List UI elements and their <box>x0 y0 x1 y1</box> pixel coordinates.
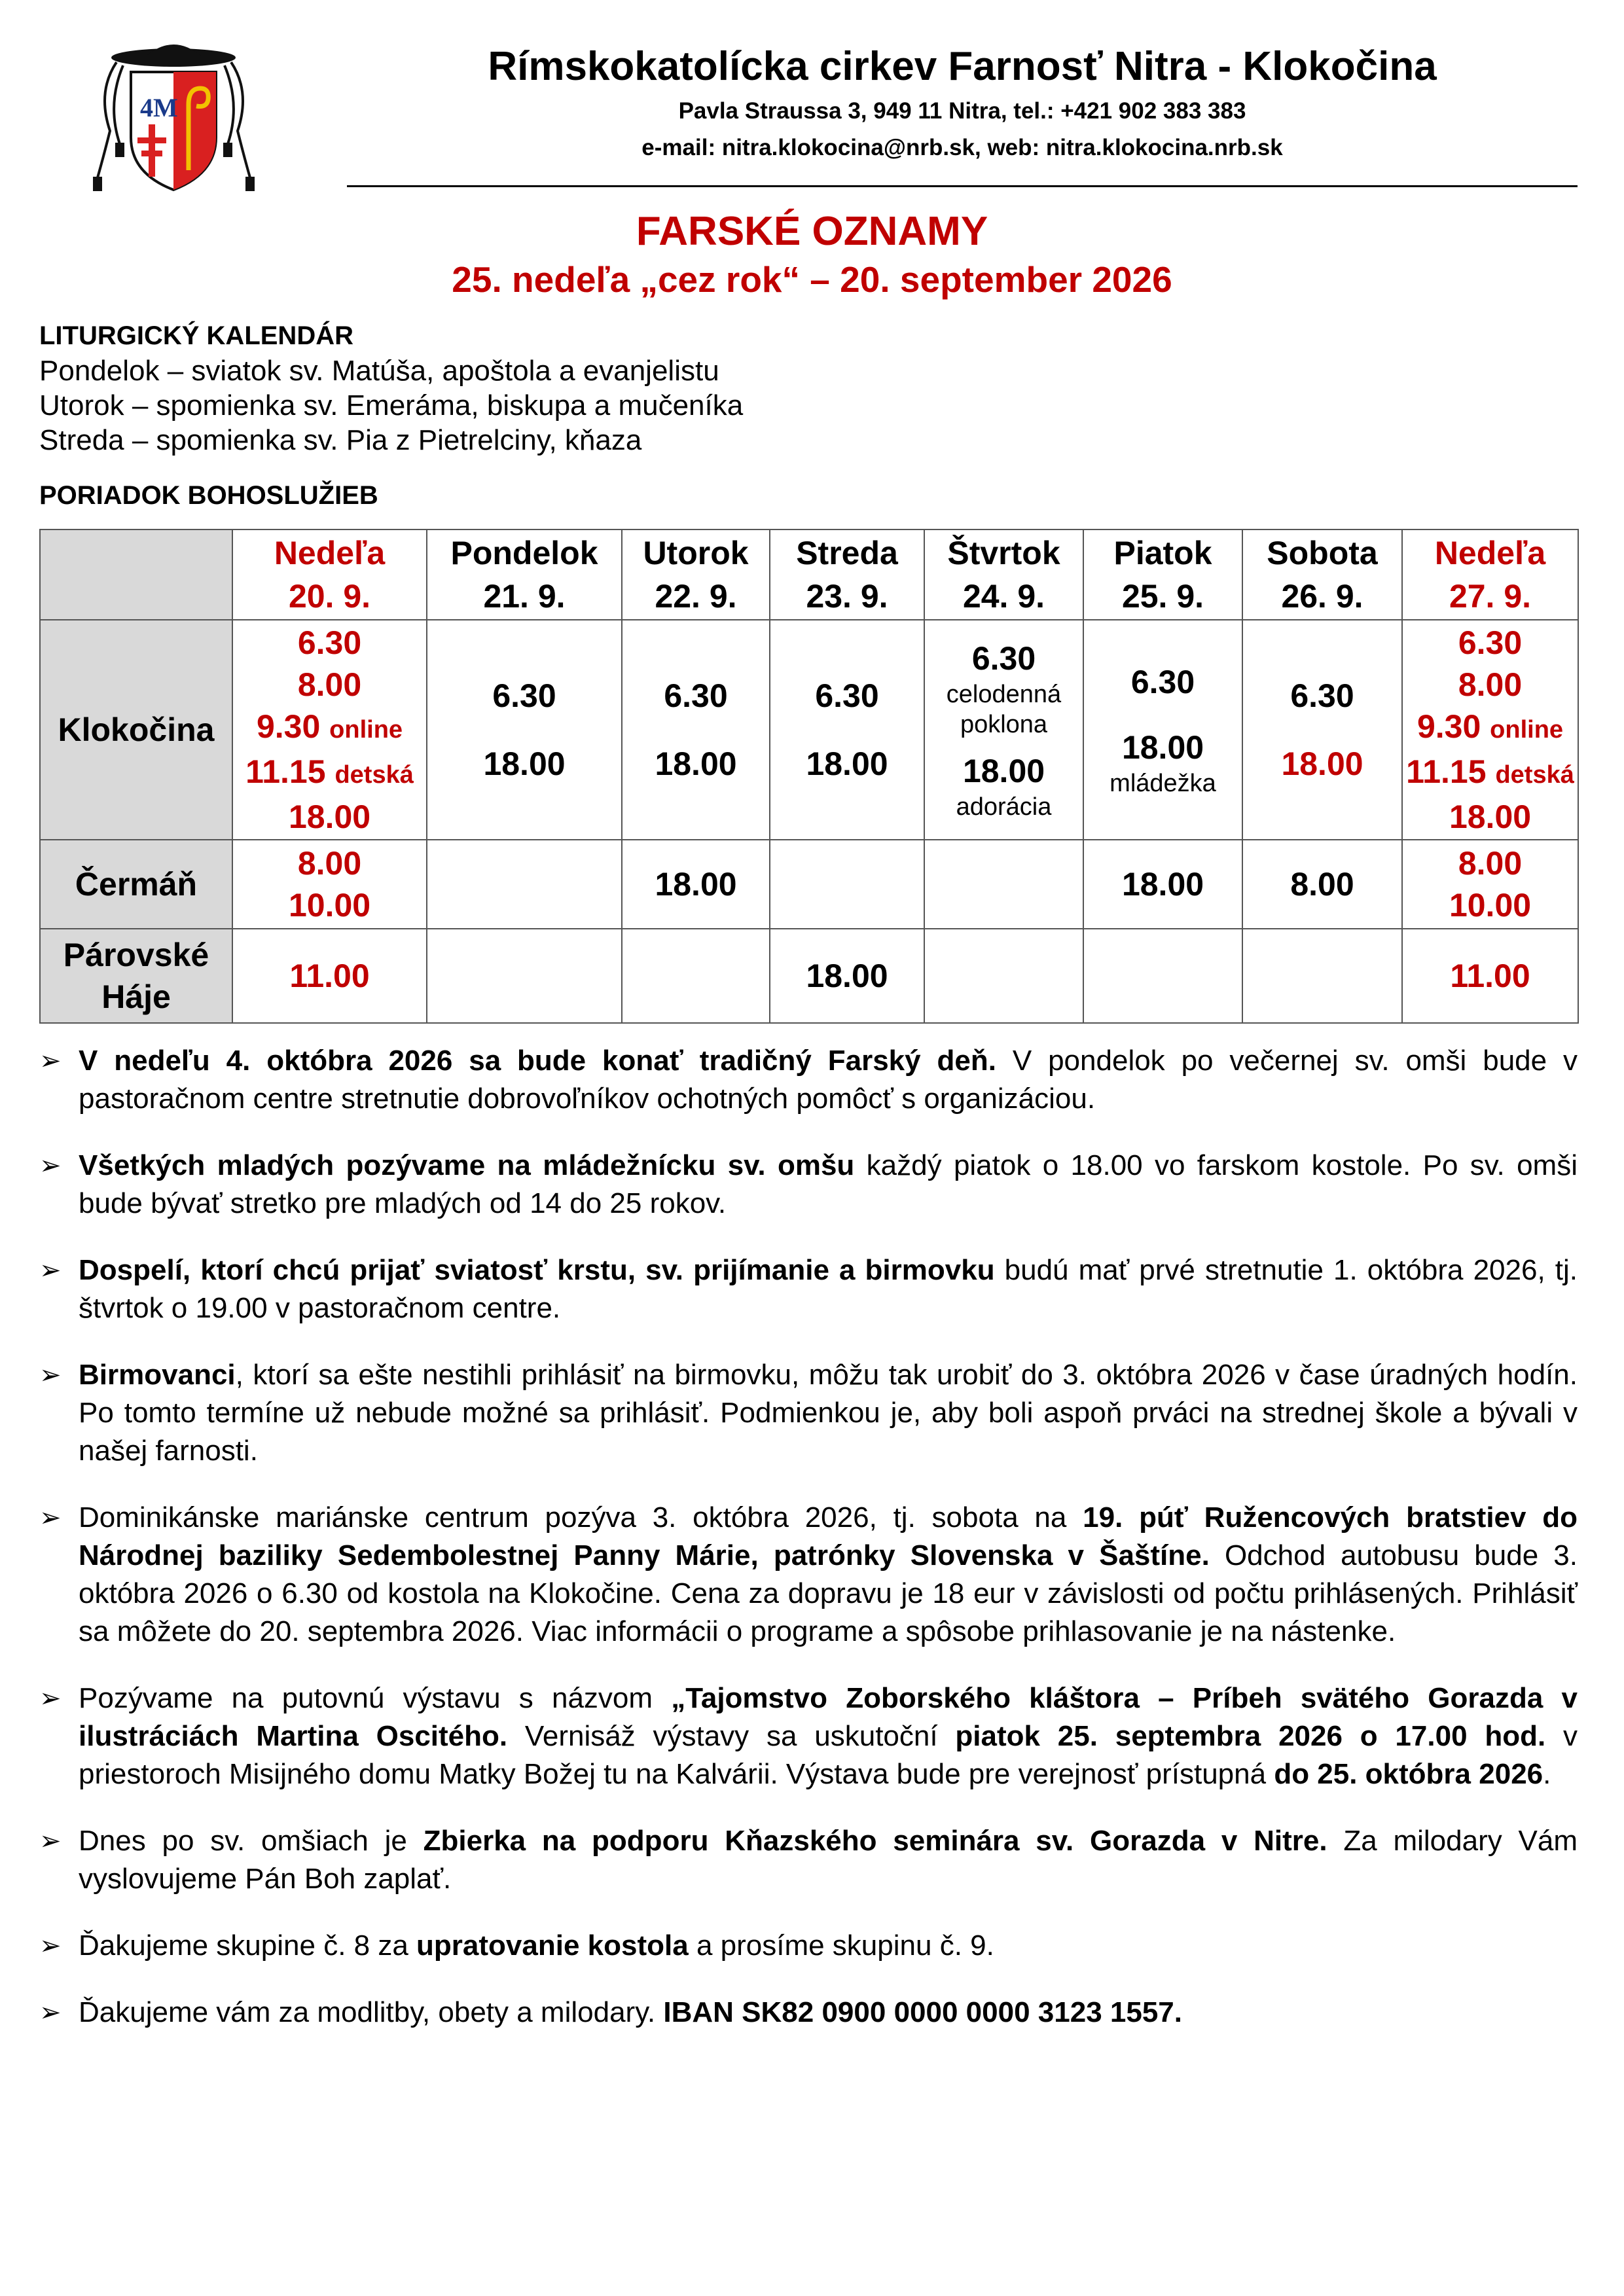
table-row-cerman <box>40 840 1578 929</box>
day-header: Streda 23. 9. <box>770 529 924 620</box>
liturgy-item: Utorok – spomienka sv. Emeráma, biskupa a mučeníka <box>39 389 744 422</box>
header-divider <box>347 185 1578 187</box>
liturgical-calendar <box>39 318 1087 457</box>
announcement-item: ➢ Všetkých mladých pozývame na mládežnícku sv. omšu každý piatok o 18.00 vo farskom kostole. Po sv. omši bude bývať stretko pre mladých od 14 do 25 rokov. <box>39 1147 1578 1223</box>
schedule-cell: 6.30 8.00 9.30 online 11.15 detská 18.00 <box>232 620 427 840</box>
schedule-cell <box>622 929 770 1023</box>
arrow-bullet-icon: ➢ <box>39 1931 62 1960</box>
day-header: Piatok 25. 9. <box>1083 529 1242 620</box>
schedule-cell <box>427 929 622 1023</box>
arrow-bullet-icon: ➢ <box>39 1998 62 2027</box>
arrow-bullet-icon: ➢ <box>39 1256 62 1285</box>
parish-crest-logo <box>84 33 264 196</box>
location-label: Čermáň <box>40 840 232 929</box>
schedule-cell: 8.00 10.00 <box>1402 840 1578 929</box>
announcements-list <box>39 1042 1578 2060</box>
liturgy-item: Streda – spomienka sv. Pia z Pietrelciny, kňaza <box>39 424 642 456</box>
arrow-bullet-icon: ➢ <box>39 1684 62 1713</box>
schedule-cell: 6.30 18.00 <box>770 620 924 840</box>
address-line: Pavla Straussa 3, 949 11 Nitra, tel.: +421 902 383 383 <box>678 98 1246 124</box>
liturgy-heading: LITURGICKÝ KALENDÁR <box>39 321 353 350</box>
day-header: Sobota 26. 9. <box>1242 529 1402 620</box>
location-label: Párovské Háje <box>40 929 232 1023</box>
arrow-bullet-icon: ➢ <box>39 1047 62 1075</box>
schedule-cell <box>1083 929 1242 1023</box>
schedule-cell: 18.00 <box>770 929 924 1023</box>
schedule-cell <box>770 840 924 929</box>
schedule-cell: 6.30 18.00 <box>622 620 770 840</box>
schedule-cell: 8.00 <box>1242 840 1402 929</box>
announcement-item: ➢ Ďakujeme vám za modlitby, obety a milodary. IBAN SK82 0900 0000 0000 3123 1557. <box>39 1994 1578 2032</box>
title-main: FARSKÉ OZNAMY <box>636 209 988 254</box>
day-header: Štvrtok 24. 9. <box>924 529 1083 620</box>
email-web-line: e-mail: nitra.klokocina@nrb.sk, web: nitra.klokocina.nrb.sk <box>641 135 1283 160</box>
arrow-bullet-icon: ➢ <box>39 1503 62 1532</box>
announcement-item: ➢ Dominikánske mariánske centrum pozýva 3. októbra 2026, tj. sobota na 19. púť Ružencových bratstiev do Národnej baziliky Sedembolestnej Panny Márie, patrónky Slovenska v Šaštíne. Odchod autobusu bude 3. októbra 2026 o 6.30 od kostola na Klokočine. Cena za dopravu je 18 eur v závislosti od počtu prihlásených. Prihlásiť sa môžete do 20. septembra 2026. Viac informácii o programe a spôsobe prihlasovanie je na nástenke. <box>39 1499 1578 1651</box>
announcement-item: ➢ Pozývame na putovnú výstavu s názvom „Tajomstvo Zoborského kláštora – Príbeh svätého Gorazda v ilustráciách Martina Oscitého. Vernisáž výstavy sa uskutoční piatok 25. septembra 2026 o 17.00 hod. v priestoroch Misijného domu Matky Božej tu na Kalvárii. Výstava bude pre verejnosť prístupná do 25. októbra 2026. <box>39 1679 1578 1793</box>
schedule-cell: 11.00 <box>232 929 427 1023</box>
mass-schedule-table <box>39 529 1579 1024</box>
table-row-klokocina <box>40 620 1578 840</box>
day-header: Pondelok 21. 9. <box>427 529 622 620</box>
day-header: Nedeľa 27. 9. <box>1402 529 1578 620</box>
schedule-cell: 6.30 celodenná poklona 18.00 adorácia <box>924 620 1083 840</box>
schedule-cell: 11.00 <box>1402 929 1578 1023</box>
table-header-row <box>40 529 1578 620</box>
crest-monogram: 4M <box>140 93 178 122</box>
arrow-bullet-icon: ➢ <box>39 1361 62 1390</box>
schedule-cell: 6.30 18.00 mládežka <box>1083 620 1242 840</box>
announcement-item: ➢ Ďakujeme skupine č. 8 za upratovanie kostola a prosíme skupinu č. 9. <box>39 1927 1578 1965</box>
schedule-cell: 6.30 18.00 <box>427 620 622 840</box>
schedule-cell <box>1242 929 1402 1023</box>
schedule-cell: 6.30 18.00 <box>1242 620 1402 840</box>
arrow-bullet-icon: ➢ <box>39 1827 62 1856</box>
schedule-cell <box>924 840 1083 929</box>
schedule-cell <box>924 929 1083 1023</box>
schedule-cell: 18.00 <box>622 840 770 929</box>
schedule-cell: 18.00 <box>1083 840 1242 929</box>
bulletin-title <box>0 207 1624 302</box>
schedule-cell <box>427 840 622 929</box>
liturgy-item: Pondelok – sviatok sv. Matúša, apoštola a evanjelistu <box>39 355 719 387</box>
day-header: Nedeľa 20. 9. <box>232 529 427 620</box>
announcement-item: ➢ Dnes po sv. omšiach je Zbierka na podporu Kňazského seminára sv. Gorazda v Nitre. Za milodary Vám vyslovujeme Pán Boh zaplať. <box>39 1822 1578 1898</box>
title-sub: 25. nedeľa „cez rok“ – 20. september 2026 <box>452 259 1172 300</box>
arrow-bullet-icon: ➢ <box>39 1151 62 1180</box>
table-corner-cell <box>40 529 232 620</box>
day-header: Utorok 22. 9. <box>622 529 770 620</box>
schedule-cell: 6.30 8.00 9.30 online 11.15 detská 18.00 <box>1402 620 1578 840</box>
announcement-item: ➢ V nedeľu 4. októbra 2026 sa bude konať tradičný Farský deň. V pondelok po večernej sv. omši bude v pastoračnom centre stretnutie dobrovoľníkov ochotných pomôcť s organizáciou. <box>39 1042 1578 1118</box>
parish-name: Rímskokatolícka cirkev Farnosť Nitra - Klokočina <box>488 44 1437 89</box>
schedule-heading: PORIADOK BOHOSLUŽIEB <box>39 481 378 510</box>
location-label: Klokočina <box>40 620 232 840</box>
table-row-parovske-haje <box>40 929 1578 1023</box>
announcement-item: ➢ Birmovanci, ktorí sa ešte nestihli prihlásiť na birmovku, môžu tak urobiť do 3. októbra 2026 v čase úradných hodín. Po tomto termíne už nebude možné sa prihlásiť. Podmienkou je, aby boli aspoň prváci na strednej škole a bývali v našej farnosti. <box>39 1356 1578 1470</box>
letterhead <box>347 41 1578 166</box>
announcement-item: ➢ Dospelí, ktorí chcú prijať sviatosť krstu, sv. prijímanie a birmovku budú mať prvé stretnutie 1. októbra 2026, tj. štvrtok o 19.00 v pastoračnom centre. <box>39 1251 1578 1327</box>
schedule-cell: 8.00 10.00 <box>232 840 427 929</box>
